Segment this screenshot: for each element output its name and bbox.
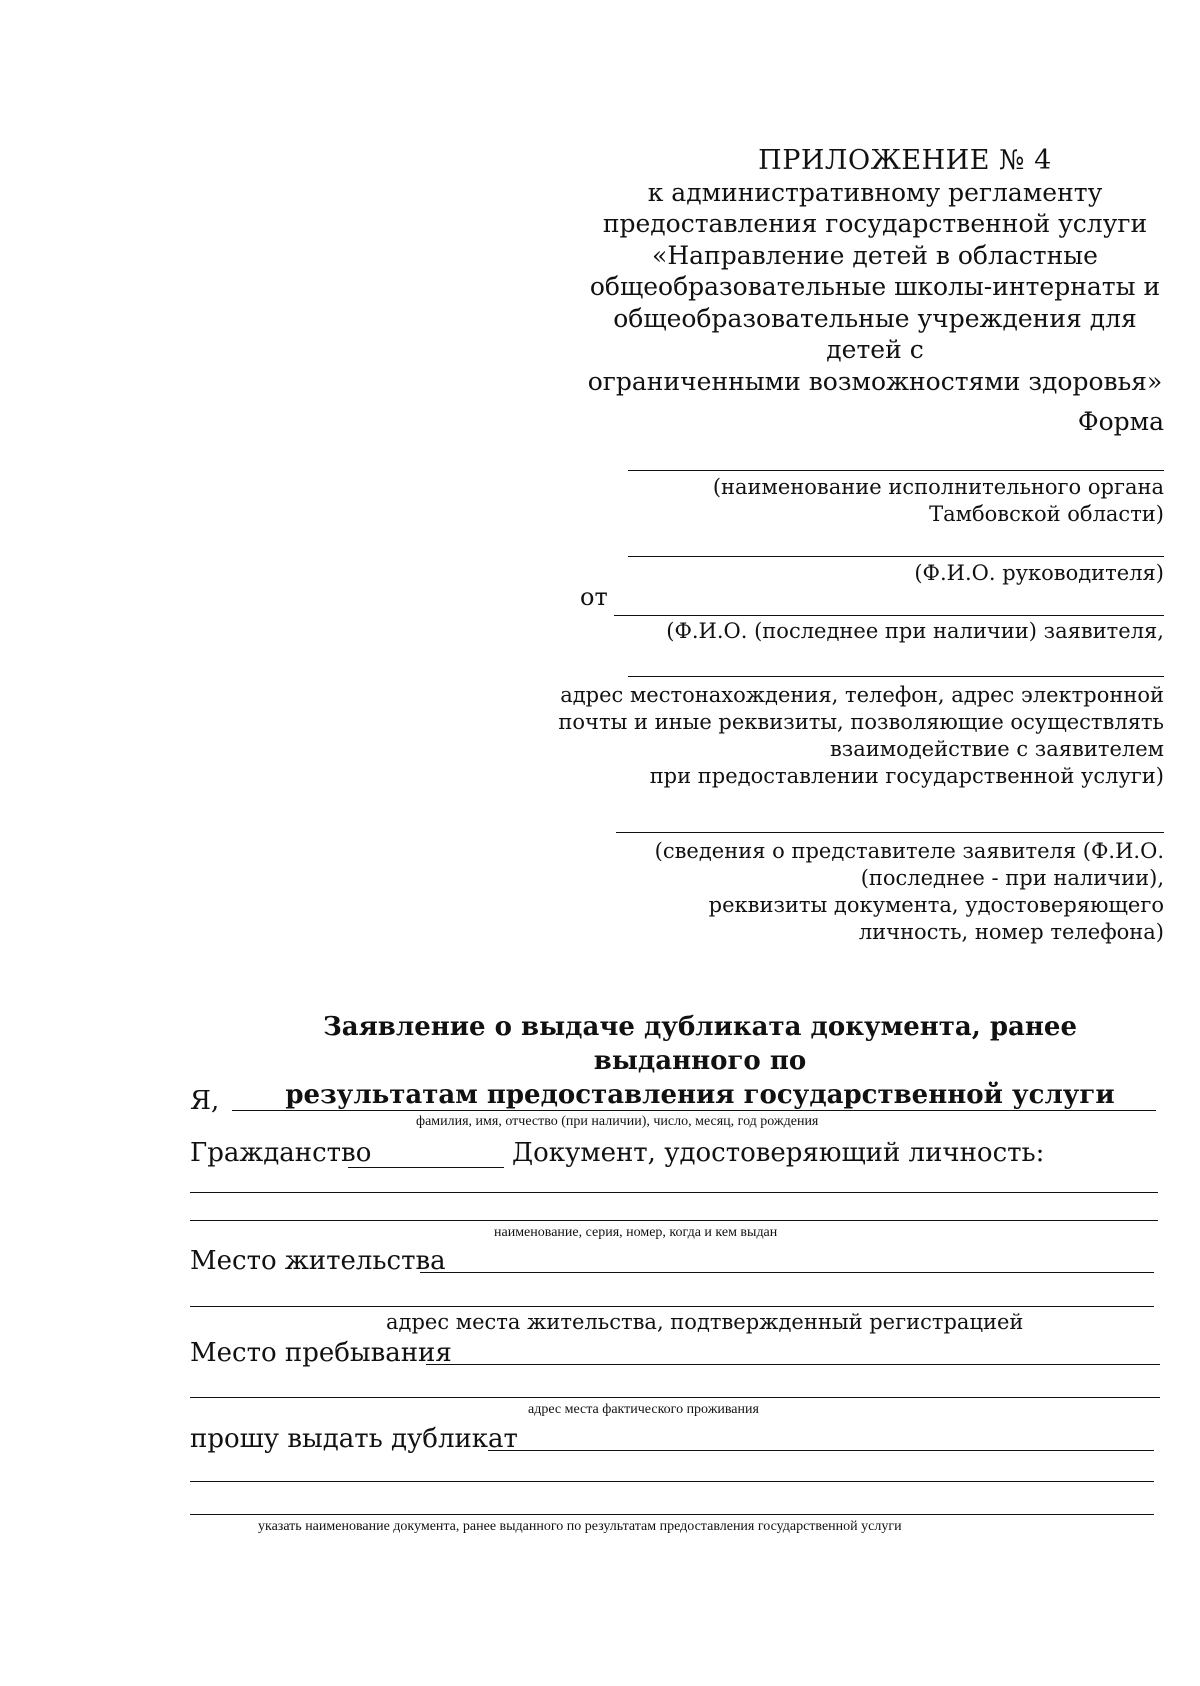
id-document-field-1[interactable] <box>190 1192 1158 1193</box>
stay-label: Место пребывания <box>190 1338 452 1368</box>
organ-caption <box>713 474 1164 528</box>
residence-caption: адрес места жительства, подтвержденный регистрацией <box>386 1310 1024 1334</box>
header-line: общеобразовательные школы-интернаты и <box>589 272 1161 301</box>
contacts-caption <box>558 682 1164 790</box>
from-label: от <box>580 583 608 611</box>
request-label: прошу выдать дубликат <box>190 1424 518 1454</box>
i-label: Я, <box>190 1086 220 1116</box>
representative-caption <box>655 838 1164 946</box>
header-line: общеобразовательные учреждения для детей с <box>613 303 1137 364</box>
caption-text: при предоставлении государственной услуги) <box>649 764 1164 788</box>
residence-field-1[interactable] <box>420 1272 1154 1273</box>
header-line: ограниченными возможностями здоровья» <box>587 366 1163 396</box>
caption-text: (наименование исполнительного органа <box>712 475 1164 499</box>
request-field-3[interactable] <box>190 1514 1154 1515</box>
caption-text: (последнее - при наличии), <box>860 866 1164 890</box>
full-name-field[interactable] <box>232 1110 1156 1111</box>
header-line: «Направление детей в областные <box>652 240 1098 270</box>
residence-label: Место жительства <box>190 1246 446 1276</box>
head-caption: (Ф.И.О. руководителя) <box>914 561 1164 585</box>
id-document-caption: наименование, серия, номер, когда и кем выдан <box>494 1225 778 1240</box>
id-document-label: Документ, удостоверяющий личность: <box>512 1138 1045 1168</box>
caption-text: Тамбовской области) <box>929 502 1164 526</box>
request-field-1[interactable] <box>488 1450 1154 1451</box>
stay-field-1[interactable] <box>426 1364 1160 1365</box>
caption-text: реквизиты документа, удостоверяющего <box>708 893 1164 917</box>
full-name-caption: фамилия, имя, отчество (при наличии), число, месяц, год рождения <box>416 1114 819 1129</box>
residence-field-2[interactable] <box>190 1306 1154 1307</box>
citizenship-label: Гражданство <box>190 1138 372 1168</box>
stay-caption: адрес места фактического проживания <box>528 1402 759 1417</box>
id-document-field-2[interactable] <box>190 1220 1158 1221</box>
title-line: Заявление о выдаче дубликата документа, ранее выданного по <box>323 1012 1077 1076</box>
caption-text: личность, номер телефона) <box>858 920 1164 944</box>
appendix-title: ПРИЛОЖЕНИЕ № 4 <box>758 145 1052 176</box>
stay-field-2[interactable] <box>190 1397 1160 1398</box>
appendix-header <box>580 145 1170 397</box>
applicant-caption: (Ф.И.О. (последнее при наличии) заявителя, <box>666 619 1164 643</box>
application-title <box>250 1010 1150 1112</box>
caption-text: адрес местонахождения, телефон, адрес электронной <box>560 683 1164 707</box>
caption-text: (сведения о представителе заявителя (Ф.И.О. <box>654 839 1164 863</box>
request-caption: указать наименование документа, ранее выданного по результатам предоставления государственной услуги <box>258 1519 902 1534</box>
caption-text: почты и иные реквизиты, позволяющие осуществлять <box>558 710 1164 734</box>
request-field-2[interactable] <box>190 1481 1154 1482</box>
citizenship-field[interactable] <box>348 1167 504 1168</box>
header-line: предоставления государственной услуги <box>602 209 1148 238</box>
applicant-contacts-field[interactable] <box>628 676 1164 677</box>
caption-text: взаимодействие с заявителем <box>829 737 1164 761</box>
organ-name-field[interactable] <box>628 470 1164 471</box>
head-name-field[interactable] <box>628 556 1164 557</box>
header-line: к административному регламенту <box>647 177 1103 207</box>
title-line: результатам предоставления государственной услуги <box>285 1080 1115 1110</box>
form-label: Форма <box>1077 407 1164 436</box>
applicant-name-field[interactable] <box>614 615 1164 616</box>
representative-field[interactable] <box>616 832 1164 833</box>
